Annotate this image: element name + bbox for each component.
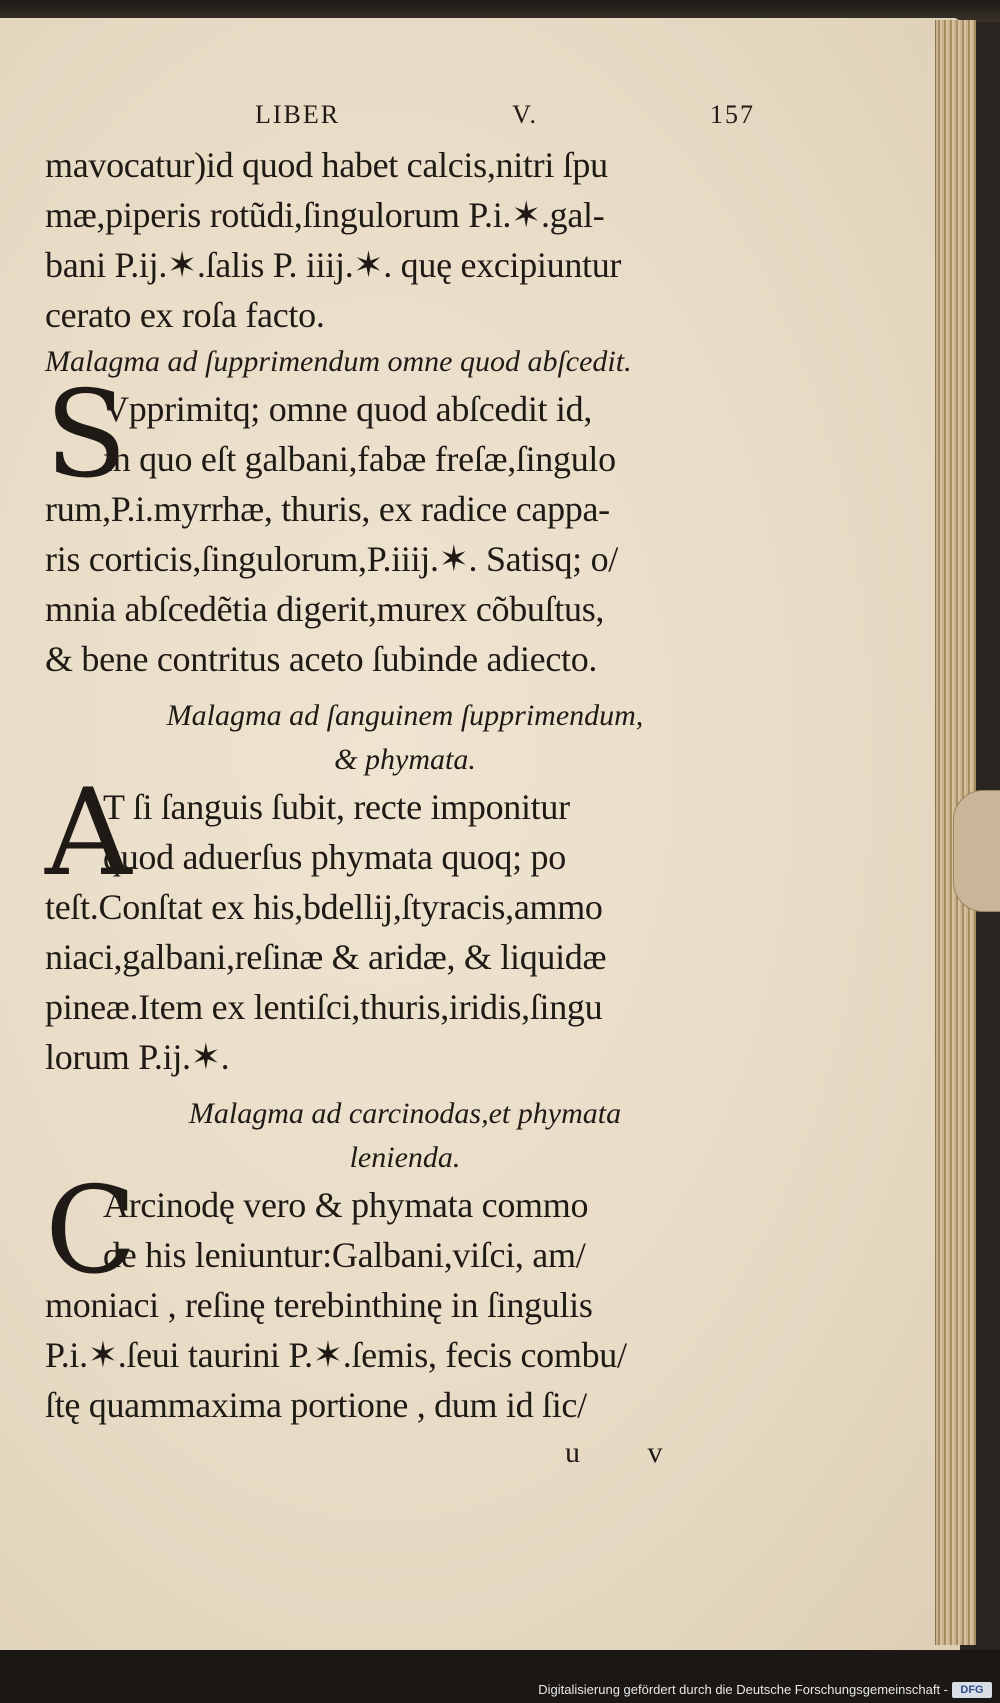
text-line: mavocatur)id quod habet calcis,nitri ſpu bbox=[45, 145, 608, 185]
section-heading: Malagma ad ſanguinem ſupprimendum, bbox=[166, 699, 644, 732]
text-line: ris corticis,ſingulorum,P.iiij.✶. Satisq; o/ bbox=[45, 539, 618, 579]
page-number: 157 bbox=[709, 100, 755, 129]
drop-cap: S bbox=[45, 366, 128, 505]
text-line: pineæ.Item ex lentiſci,thuris,iridis,ſingu bbox=[45, 987, 603, 1027]
running-header bbox=[255, 100, 755, 140]
section-paragraph bbox=[45, 764, 765, 1082]
text-line: & bene contritus aceto ſubinde adiecto. bbox=[45, 639, 598, 679]
signature-mark: u v bbox=[565, 1436, 693, 1469]
section-paragraph bbox=[45, 1162, 765, 1430]
text-line: bani P.ij.✶.ſalis P. iiij.✶. quę excipiuntur bbox=[45, 245, 622, 285]
section-heading: Malagma ad ſupprimendum omne quod abſcedit. bbox=[45, 345, 632, 378]
dfg-logo: DFG bbox=[952, 1682, 992, 1698]
text-line: moniaci , reſinę terebinthinę in ſingulis bbox=[45, 1285, 593, 1325]
section-heading: lenienda. bbox=[349, 1141, 461, 1174]
page-text bbox=[45, 100, 765, 1470]
drop-cap: C bbox=[45, 1162, 137, 1301]
text-line: de his leniuntur:Galbani,viſci, am/ bbox=[103, 1235, 586, 1275]
scan-bottom-border bbox=[0, 1650, 1000, 1703]
drop-cap: A bbox=[45, 764, 132, 903]
text-line: niaci,galbani,reſinæ & aridæ, & liquidæ bbox=[45, 937, 607, 977]
text-line: P.i.✶.ſeui taurini P.✶.ſemis, fecis combu/ bbox=[45, 1335, 627, 1375]
text-line: quod aduerſus phymata quoq; po bbox=[103, 837, 566, 877]
text-line: rum,P.i.myrrhæ, thuris, ex radice cappa- bbox=[45, 489, 610, 529]
text-line: cerato ex roſa facto. bbox=[45, 295, 325, 335]
text-line: in quo eſt galbani,fabæ freſæ,ſingulo bbox=[103, 439, 616, 479]
text-line: ſtę quammaxima portione , dum id ſic/ bbox=[45, 1385, 587, 1425]
text-line: Arcinodę vero & phymata commo bbox=[103, 1185, 589, 1225]
section-heading: & phymata. bbox=[334, 743, 476, 776]
text-line: Vpprimitq; omne quod abſcedit id, bbox=[103, 389, 593, 429]
header-book-number: V. bbox=[512, 100, 539, 129]
text-line: mnia abſcedẽtia digerit,murex cõbuſtus, bbox=[45, 589, 605, 629]
text-line: T ſi ſanguis ſubit, recte imponitur bbox=[103, 787, 570, 827]
text-line: mæ,piperis rotũdi,ſingulorum P.i.✶.gal- bbox=[45, 195, 605, 235]
text-line: teſt.Conſtat ex his,bdellij,ſtyracis,ammo bbox=[45, 887, 603, 927]
page-tab-marker bbox=[953, 790, 1000, 912]
text-line: lorum P.ij.✶. bbox=[45, 1037, 230, 1077]
funding-note: Digitalisierung gefördert durch die Deutsche Forschungsgemeinschaft - bbox=[538, 1682, 948, 1697]
intro-paragraph bbox=[45, 140, 765, 340]
header-book-label: LIBER bbox=[255, 100, 341, 129]
section-paragraph bbox=[45, 366, 765, 684]
section-heading: Malagma ad carcinodas,et phymata bbox=[188, 1097, 622, 1130]
